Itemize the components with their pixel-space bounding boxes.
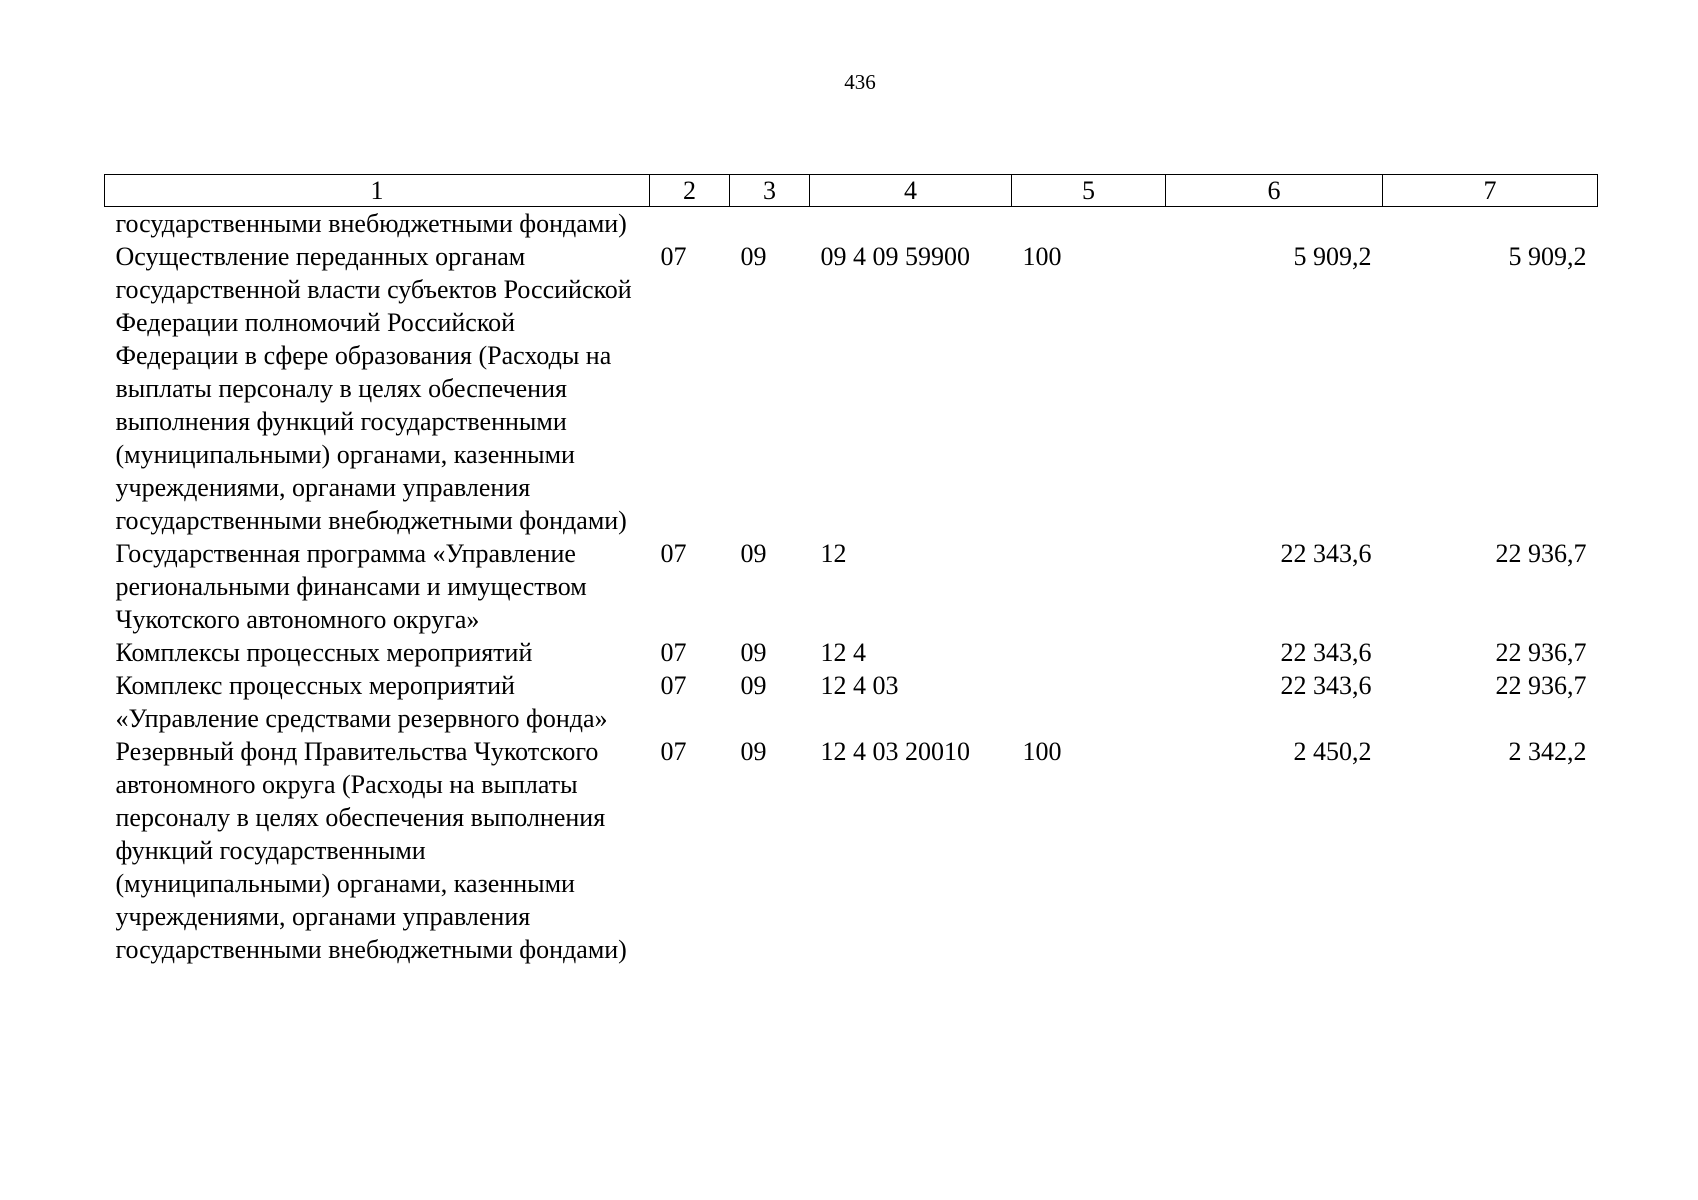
- row-target-code: 12 4 03: [820, 671, 899, 700]
- row-expense-type: [1012, 537, 1166, 636]
- row-subsection-code: [730, 207, 810, 241]
- row-name: Резервный фонд Правительства Чукотского автономного округа (Расходы на выплаты персоналу в целях обеспечения выполнения функций государственными (муниципальными) органами, казенными учреждениями, органами управления государственными внебюджетными фондами): [115, 737, 627, 964]
- row-name: Комплекс процессных мероприятий «Управление средствами резервного фонда»: [115, 671, 608, 733]
- row-expense-type: [1012, 207, 1166, 241]
- budget-table: [104, 174, 1598, 966]
- table-header: [105, 175, 1598, 207]
- table-row: [105, 240, 1598, 537]
- row-expense-type: 100: [1022, 242, 1062, 271]
- row-target-code: 12: [820, 539, 847, 568]
- row-name: Осуществление переданных органам государственной власти субъектов Российской Федерации полномочий Российской Федерации в сфере образования (Расходы на выплаты персоналу в целях обеспечения выполнения функций государственными (муниципальными) органами, казенными учреждениями, органами управления государственными внебюджетными фондами): [115, 242, 632, 535]
- row-subsection-code: 09: [740, 638, 767, 667]
- row-target-code: 12 4 03 20010: [820, 737, 970, 766]
- table-row: [105, 636, 1598, 669]
- row-expense-type: 100: [1022, 737, 1062, 766]
- header-row: [105, 175, 1598, 207]
- column-header-1: 1: [105, 175, 650, 207]
- row-section-code: 07: [660, 671, 687, 700]
- row-name: Государственная программа «Управление региональными финансами и имуществом Чукотского автономного округа»: [115, 539, 587, 634]
- column-header-4: 4: [810, 175, 1012, 207]
- column-header-3: 3: [730, 175, 810, 207]
- row-target-code: [810, 207, 1012, 241]
- row-target-code: 12 4: [820, 638, 866, 667]
- row-sum-year2: 2 342,2: [1508, 737, 1587, 766]
- row-sum-year1: 22 343,6: [1280, 638, 1372, 667]
- row-section-code: 07: [660, 539, 687, 568]
- table-row: [105, 207, 1598, 241]
- row-section-code: 07: [660, 638, 687, 667]
- row-subsection-code: 09: [740, 242, 767, 271]
- column-header-5: 5: [1012, 175, 1166, 207]
- row-subsection-code: 09: [740, 737, 767, 766]
- row-name: Комплексы процессных мероприятий: [115, 638, 533, 667]
- row-sum-year2: [1383, 207, 1598, 241]
- row-sum-year1: [1166, 207, 1383, 241]
- row-name: государственными внебюджетными фондами): [115, 209, 627, 238]
- row-expense-type: [1012, 636, 1166, 669]
- row-sum-year2: 22 936,7: [1495, 671, 1587, 700]
- row-sum-year1: 2 450,2: [1293, 737, 1372, 766]
- column-header-2: 2: [650, 175, 730, 207]
- row-sum-year1: 5 909,2: [1293, 242, 1372, 271]
- row-section-code: 07: [660, 242, 687, 271]
- column-header-7: 7: [1383, 175, 1598, 207]
- row-sum-year2: 5 909,2: [1508, 242, 1587, 271]
- row-expense-type: [1012, 669, 1166, 735]
- row-subsection-code: 09: [740, 671, 767, 700]
- row-target-code: 09 4 09 59900: [820, 242, 970, 271]
- row-section-code: [650, 207, 730, 241]
- page-number: 436: [844, 70, 876, 94]
- table-body: [105, 207, 1598, 967]
- table-row: [105, 537, 1598, 636]
- table-row: [105, 735, 1598, 966]
- table-row: [105, 669, 1598, 735]
- column-header-6: 6: [1166, 175, 1383, 207]
- row-sum-year2: 22 936,7: [1495, 539, 1587, 568]
- row-sum-year1: 22 343,6: [1280, 539, 1372, 568]
- row-sum-year1: 22 343,6: [1280, 671, 1372, 700]
- row-sum-year2: 22 936,7: [1495, 638, 1587, 667]
- row-section-code: 07: [660, 737, 687, 766]
- row-subsection-code: 09: [740, 539, 767, 568]
